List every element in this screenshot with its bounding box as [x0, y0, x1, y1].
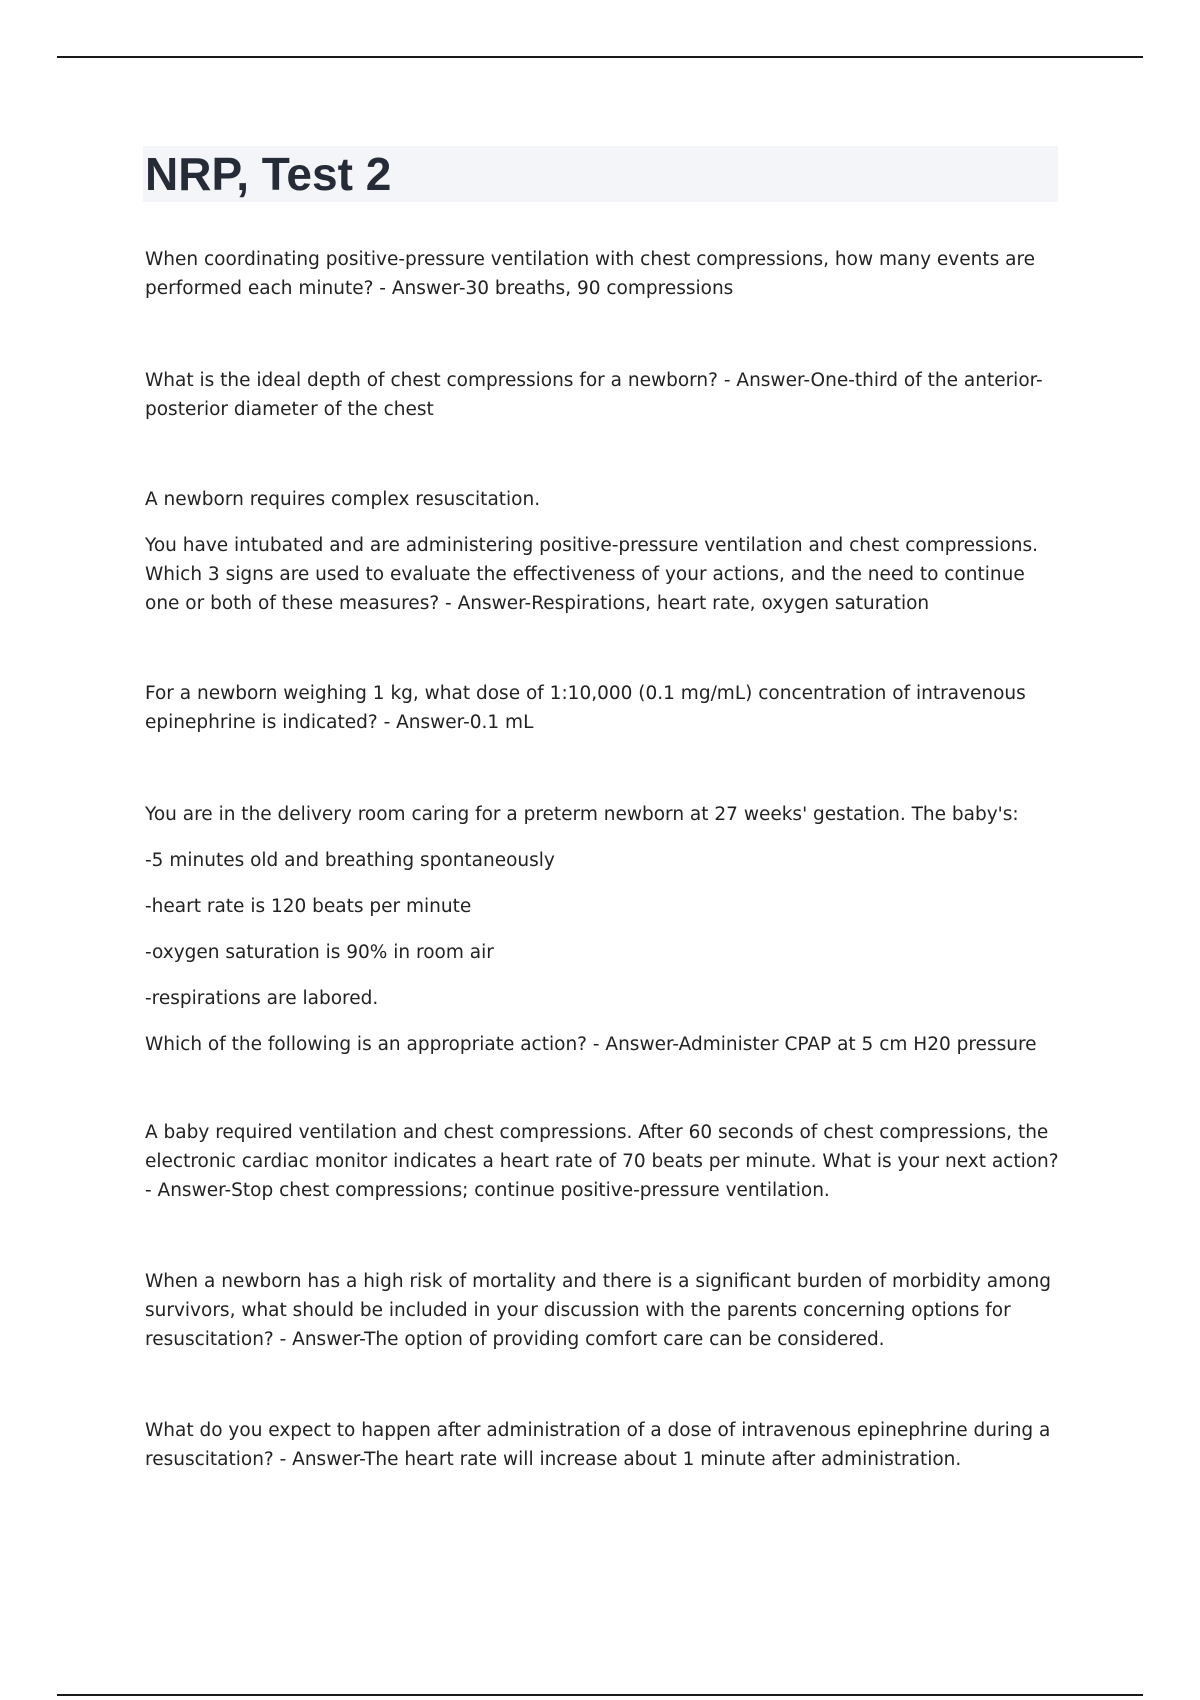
qa-text: You have intubated and are administering positive-pressure ventilation and chest compressions. Which 3 signs are used to evaluate the effectiveness of your actions, and the need to continue one or both of these measures? - Answer-Respirations, heart rate, oxygen saturation: [145, 535, 1039, 614]
qa-text: -5 minutes old and breathing spontaneously: [145, 850, 555, 871]
qa-item-8: [145, 1416, 1065, 1474]
qa-item-1: [145, 245, 1065, 303]
page-title: NRP, Test 2: [145, 148, 392, 200]
qa-item-4: [145, 679, 1065, 737]
qa-text: You are in the delivery room caring for a preterm newborn at 27 weeks' gestation. The baby's:: [145, 804, 1019, 825]
bottom-rule: [57, 1694, 1143, 1696]
qa-item-5: [145, 800, 1065, 1059]
qa-text: For a newborn weighing 1 kg, what dose of 1:10,000 (0.1 mg/mL) concentration of intravenous epinephrine is indicated? - Answer-0.1 mL: [145, 683, 1026, 733]
qa-text: When a newborn has a high risk of mortality and there is a significant burden of morbidity among survivors, what should be included in your discussion with the parents concerning options for resuscitation? - Answer-The option of providing comfort care can be considered.: [145, 1271, 1051, 1350]
qa-text: What is the ideal depth of chest compressions for a newborn? - Answer-One-third of the anterior-posterior diameter of the chest: [145, 370, 1043, 420]
qa-item-7: [145, 1267, 1065, 1354]
qa-text: -heart rate is 120 beats per minute: [145, 896, 472, 917]
qa-text: What do you expect to happen after administration of a dose of intravenous epinephrine during a resuscitation? - Answer-The heart rate will increase about 1 minute after administration.: [145, 1420, 1051, 1470]
qa-text: A baby required ventilation and chest compressions. After 60 seconds of chest compressions, the electronic cardiac monitor indicates a heart rate of 70 beats per minute. What is your next action? - Answer-Stop chest compressions; continue positive-pressure ventilation.: [145, 1122, 1059, 1201]
qa-item-6: [145, 1118, 1065, 1205]
qa-text: When coordinating positive-pressure ventilation with chest compressions, how many events are performed each minute? - Answer-30 breaths, 90 compressions: [145, 249, 1036, 299]
qa-text: A newborn requires complex resuscitation.: [145, 489, 541, 510]
qa-text: -oxygen saturation is 90% in room air: [145, 942, 494, 963]
top-rule: [57, 56, 1143, 58]
qa-text: -respirations are labored.: [145, 988, 379, 1009]
qa-item-2: [145, 366, 1065, 424]
qa-text: Which of the following is an appropriate action? - Answer-Administer CPAP at 5 cm H20 pressure: [145, 1034, 1037, 1055]
qa-item-3: [145, 485, 1065, 618]
